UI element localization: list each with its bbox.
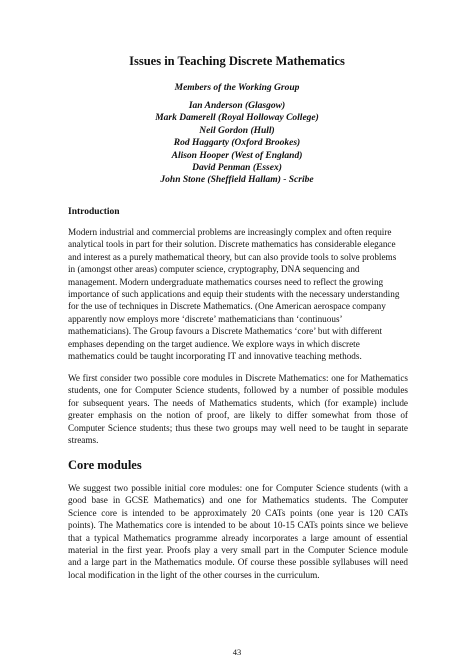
member-name: Neil Gordon (Hull) (199, 125, 275, 136)
member-name: Mark Damerell (Royal Holloway College) (155, 113, 319, 124)
text-line: analytical tools in part for their solution. Discrete mathematics has considerable elegance (68, 239, 396, 250)
member-name: Ian Anderson (Glasgow) (188, 101, 286, 111)
text-line: Computer Science students; thus these two groups may well need to be taught in separate (68, 422, 408, 433)
text-line: students, one for Computer Science students, followed by a number of possible modules (68, 385, 408, 396)
text-line: Modern industrial and commercial problems are increasingly complex and often require (68, 227, 392, 237)
introduction-paragraph-1 (68, 226, 408, 362)
text-line: management. Modern undergraduate mathematics courses need to reflect the growing (68, 276, 384, 287)
core-modules-heading: Core modules (68, 458, 142, 472)
text-line: streams. (68, 435, 99, 446)
introduction-paragraph-2 (68, 372, 408, 446)
text-line: for the use of techniques in Discrete Mathematics. (One American aerospace company (68, 301, 386, 312)
text-line: greater emphasis on the notion of proof, are likely to differ somewhat from those of (68, 410, 408, 421)
text-line: for subsequent years. The needs of Mathematics students, which (for example) include (68, 397, 408, 408)
text-line: in (amongst other areas) computer science, cryptography, DNA sequencing and (68, 264, 360, 275)
text-line: mathematics could be taught incorporating IT and innovative teaching methods. (68, 351, 362, 362)
member-name: Rod Haggarty (Oxford Brookes) (173, 138, 301, 149)
members-list (0, 100, 474, 187)
paper-title: Issues in Teaching Discrete Mathematics (129, 54, 345, 68)
text-line: importance of such applications and equip their students with the necessary understanding (68, 289, 400, 300)
text-line: We suggest two possible initial core modules: one for Computer Science students (with a (68, 483, 408, 493)
text-line: and a large part in the Mathematics module. Of course these possible syllabuses will need (68, 557, 408, 568)
text-line: and interest as a purely mathematical theory, but can also provide tools to solve problems (68, 251, 397, 262)
text-line: emphases depending on the target audience. We explore ways in which discrete (68, 338, 360, 349)
page-number: 43 (232, 647, 242, 657)
member-name: Alison Hooper (West of England) (171, 150, 303, 161)
text-line: good base in GCSE Mathematics) and one for Mathematics students. The Computer (68, 495, 408, 506)
working-group-heading: Members of the Working Group (174, 83, 300, 93)
text-line: apparently now employs more ‘discrete’ mathematicians than ‘continuous’ (68, 313, 343, 324)
text-line: mathematicians). The Group favours a Discrete Mathematics ‘core’ but with different (68, 326, 383, 337)
text-line: material in the first year. Proofs play a very small part in the Computer Science module (68, 545, 408, 556)
text-line: that a typical Mathematics programme already incorporates a large amount of essential (68, 532, 408, 543)
text-line: We first consider two possible core modules in Discrete Mathematics: one for Mathematics (68, 373, 408, 383)
text-line: points). The Mathematics core is intended to be about 10-15 CATs points since we believe (68, 520, 408, 531)
member-name: David Penman (Essex) (192, 163, 282, 174)
text-line: local modification in the light of the other courses in the curriculum. (68, 569, 320, 580)
member-name: John Stone (Sheffield Hallam) - Scribe (160, 175, 314, 186)
text-line: Science core is intended to be approximately 20 CATs points (one year is 120 CATs (68, 507, 408, 518)
core-modules-paragraph (68, 482, 408, 581)
introduction-heading: Introduction (68, 207, 120, 217)
